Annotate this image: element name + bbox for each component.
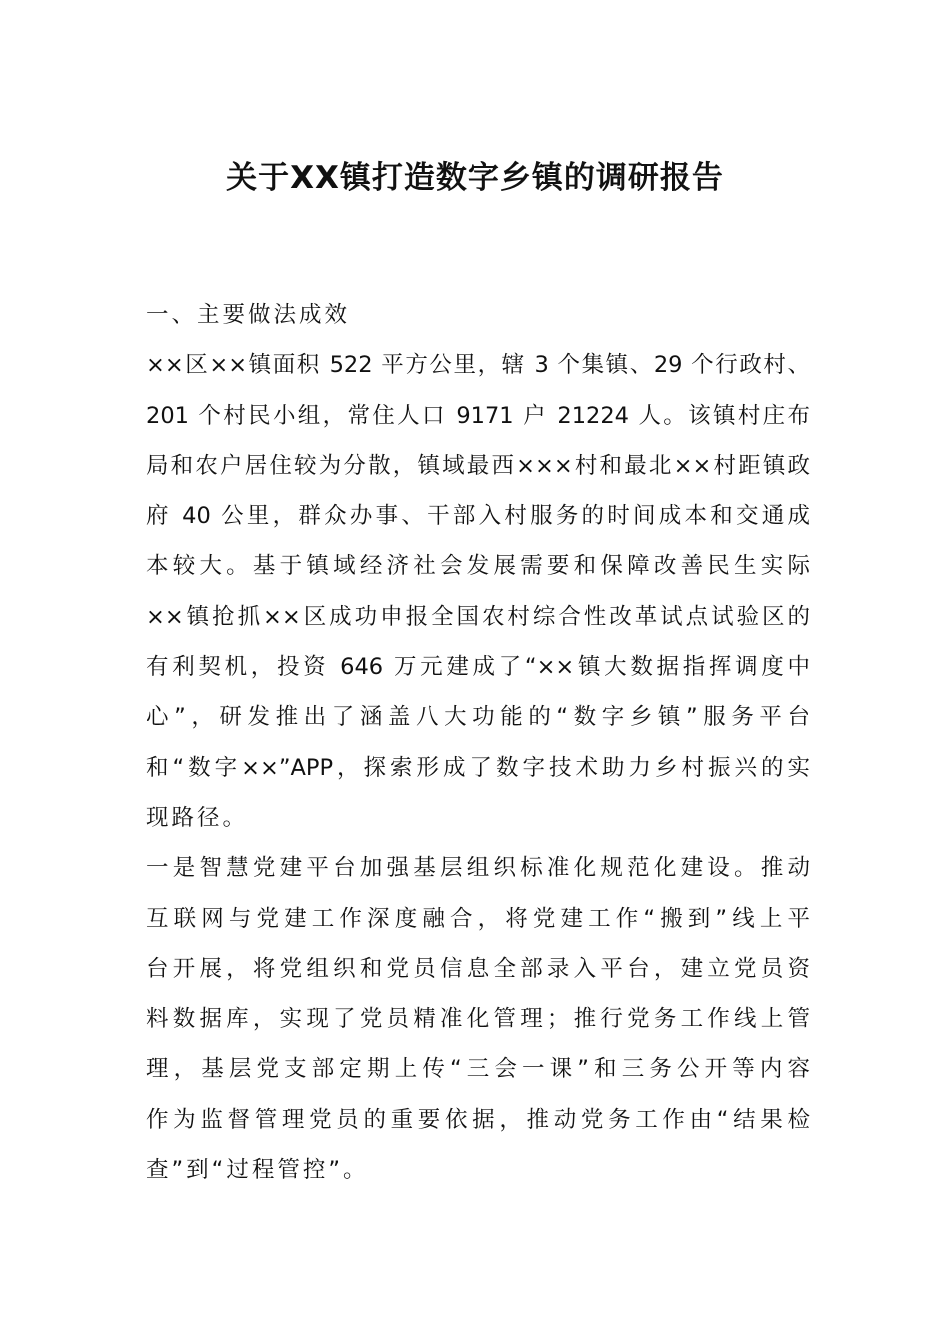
paragraph-line: 本较大。基于镇域经济社会发展需要和保障改善民生实际 xyxy=(146,553,810,580)
paragraph-line: 和“数字××”APP，探索形成了数字技术助力乡村振兴的实 xyxy=(146,754,810,781)
paragraph-2 xyxy=(146,843,810,1195)
document-title: 关于XX镇打造数字乡镇的调研报告 xyxy=(226,160,724,196)
paragraph-line: 有利契机，投资 646 万元建成了“××镇大数据指挥调度中 xyxy=(146,654,810,681)
paragraph-line: 现路径。 xyxy=(146,804,249,831)
document-body xyxy=(146,290,810,1195)
paragraph-line: 局和农户居住较为分散，镇域最西×××村和最北××村距镇政 xyxy=(146,452,810,479)
paragraph-line: 料数据库，实现了党员精准化管理；推行党务工作线上管 xyxy=(146,1006,810,1033)
paragraph-line: 一是智慧党建平台加强基层组织标准化规范化建设。推动 xyxy=(146,855,810,882)
paragraph-line: 201 个村民小组，常住人口 9171 户 21224 人。该镇村庄布 xyxy=(146,402,810,429)
paragraph-line: 作为监督管理党员的重要依据，推动党务工作由“结果检 xyxy=(146,1106,810,1133)
paragraph-line: ××区××镇面积 522 平方公里，辖 3 个集镇、29 个行政村、 xyxy=(146,352,810,379)
paragraph-line: ××镇抢抓××区成功申报全国农村综合性改革试点试验区的 xyxy=(146,603,810,630)
paragraph-line: 理，基层党支部定期上传“三会一课”和三务公开等内容 xyxy=(146,1056,810,1083)
paragraph-line: 府 40 公里，群众办事、干部入村服务的时间成本和交通成 xyxy=(146,503,810,530)
paragraph-1 xyxy=(146,340,810,843)
paragraph-line: 台开展，将党组织和党员信息全部录入平台，建立党员资 xyxy=(146,955,810,982)
paragraph-line: 查”到“过程管控”。 xyxy=(146,1157,369,1184)
paragraph-line: 心”，研发推出了涵盖八大功能的“数字乡镇”服务平台 xyxy=(146,704,810,731)
paragraph-line: 互联网与党建工作深度融合，将党建工作“搬到”线上平 xyxy=(146,905,810,932)
section-heading: 一、主要做法成效 xyxy=(146,302,351,328)
